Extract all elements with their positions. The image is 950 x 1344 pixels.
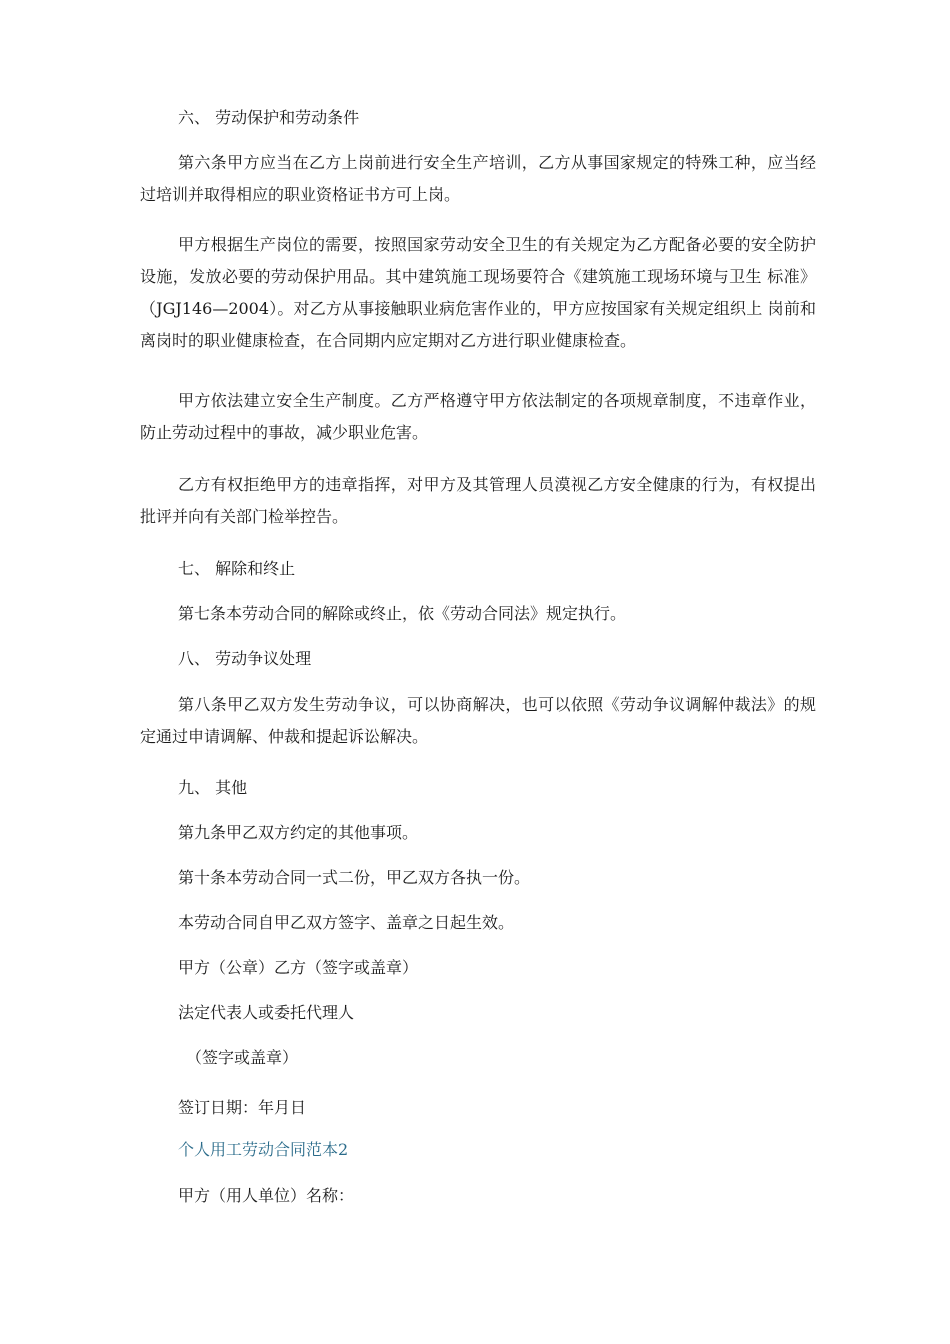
section-9-paragraph-1: 第九条甲乙双方约定的其他事项。 (178, 823, 419, 842)
section-6-paragraph-2: 甲方根据生产岗位的需要，按照国家劳动安全卫生的有关规定为乙方配备必要的安全防护设施，发放必要的劳动保护用品。其中建筑施工现场要符合《建筑施工现场环境与卫生 标准》（JGJ146—2004）。对乙方从事接触职业病危害作业的，甲方应按国家有关规定组织上 岗前和离岗时的职业健康检查，在合同期内应定期对乙方进行职业健康检查。 (140, 235, 816, 350)
next-contract-title: 个人用工劳动合同范本2 (178, 1140, 349, 1159)
signing-date-line: 签订日期：年月日 (178, 1098, 307, 1117)
section-8-paragraph-1: 第八条甲乙双方发生劳动争议，可以协商解决，也可以依照《劳动争议调解仲裁法》的规定通过申请调解、仲裁和提起诉讼解决。 (140, 695, 816, 746)
section-7-paragraph-1: 第七条本劳动合同的解除或终止，依《劳动合同法》规定执行。 (178, 604, 627, 623)
section-9-paragraph-2: 第十条本劳动合同一式二份，甲乙双方各执一份。 (178, 868, 531, 887)
section-8-heading: 八、 劳动争议处理 (178, 649, 312, 668)
section-9-heading: 九、 其他 (178, 778, 248, 797)
section-6-paragraph-4: 乙方有权拒绝甲方的违章指挥，对甲方及其管理人员漠视乙方安全健康的行为，有权提出批评并向有关部门检举控告。 (140, 475, 816, 526)
signature-sub-line: （签字或盖章） (186, 1048, 299, 1067)
section-9-paragraph-3: 本劳动合同自甲乙双方签字、盖章之日起生效。 (178, 913, 515, 932)
section-6-paragraph-1: 第六条甲方应当在乙方上岗前进行安全生产培训，乙方从事国家规定的特殊工种，应当经过培训并取得相应的职业资格证书方可上岗。 (140, 153, 816, 204)
section-6-paragraph-3: 甲方依法建立安全生产制度。乙方严格遵守甲方依法制定的各项规章制度，不违章作业，防止劳动过程中的事故，减少职业危害。 (140, 391, 816, 442)
section-7-heading: 七、 解除和终止 (178, 559, 296, 578)
next-party-a-line: 甲方（用人单位）名称： (178, 1186, 355, 1205)
signature-parties-line: 甲方（公章）乙方（签字或盖章） (178, 958, 419, 977)
signature-representative-line: 法定代表人或委托代理人 (178, 1003, 355, 1022)
section-6-heading: 六、 劳动保护和劳动条件 (178, 108, 360, 127)
